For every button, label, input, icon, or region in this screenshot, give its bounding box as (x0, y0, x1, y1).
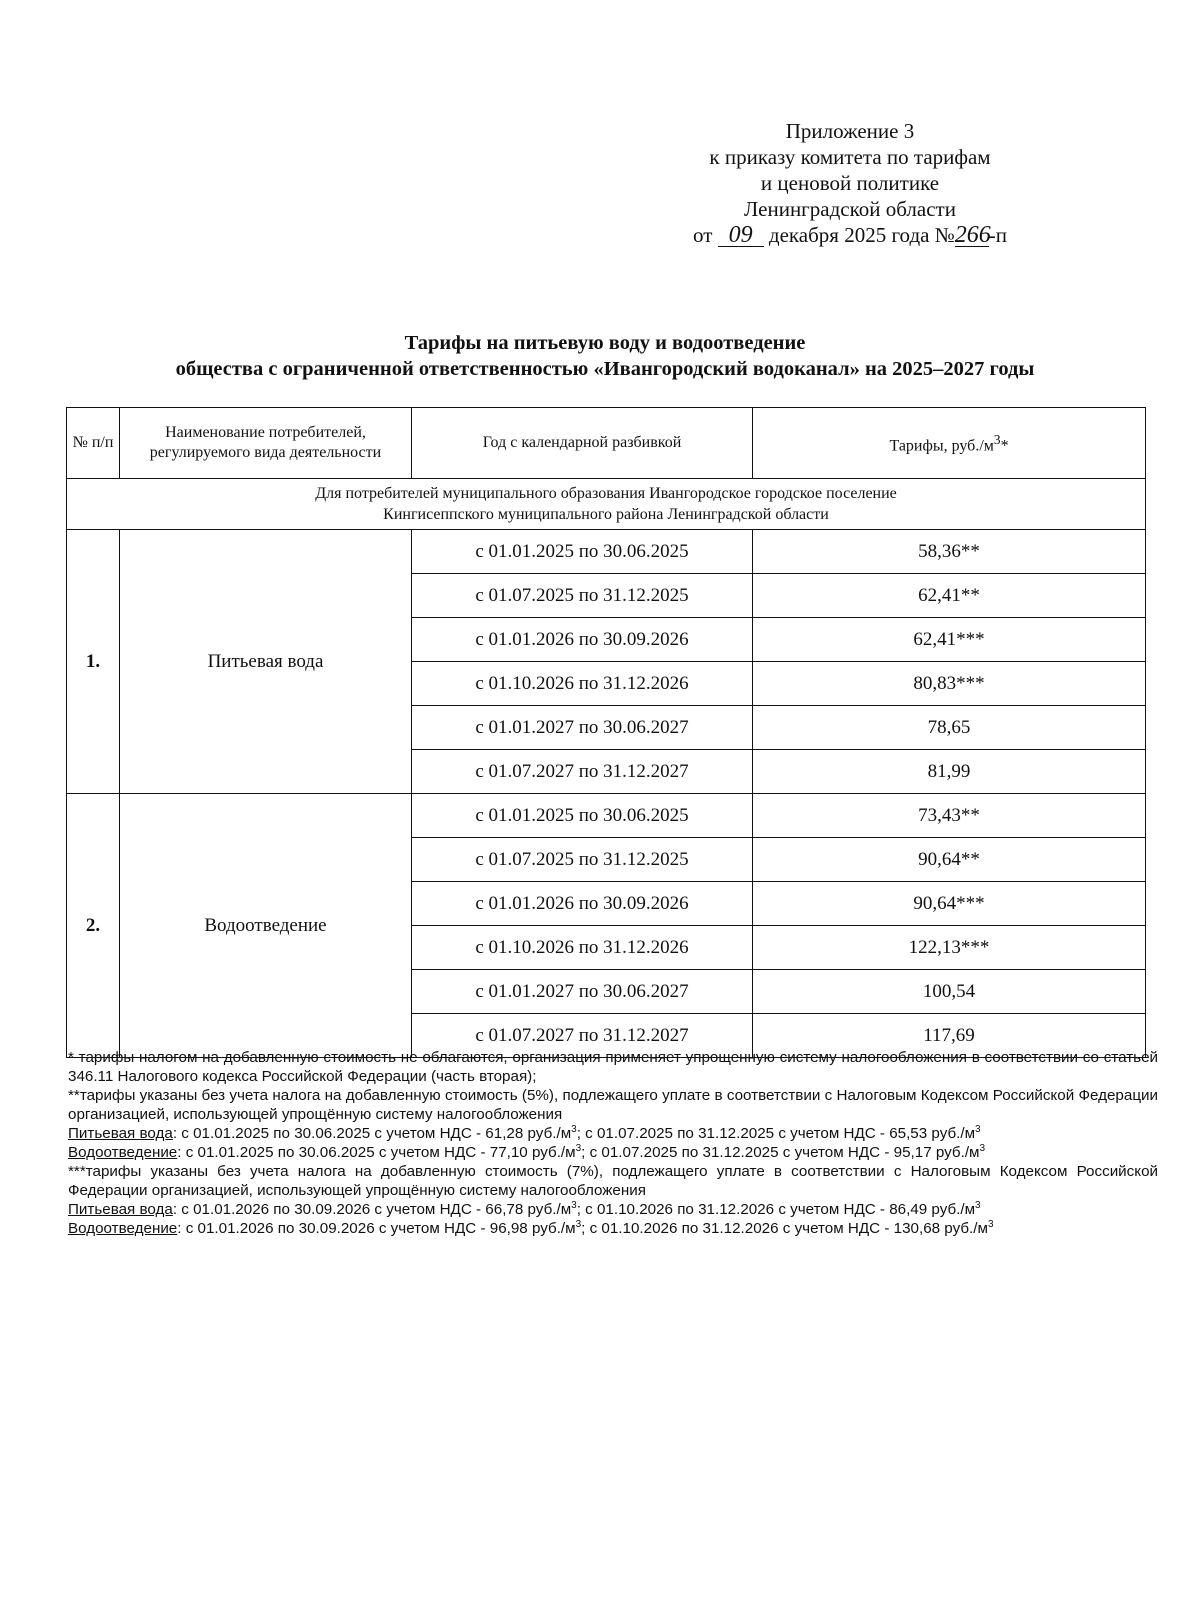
footnote-3-sewer-b: ; с 01.10.2026 по 31.12.2026 с учетом НДС - 130,68 руб./м (581, 1220, 988, 1237)
footnote-2-water-a: : с 01.01.2025 по 30.06.2025 с учетом НДС - 61,28 руб./м (172, 1125, 572, 1142)
period-cell: с 01.07.2027 по 31.12.2027 (412, 1014, 753, 1058)
appendix-line-1: Приложение 3 (785, 119, 915, 143)
sup-3: 3 (575, 1142, 582, 1154)
header-tariff-sup: 3 (993, 431, 1001, 447)
period-cell: с 01.10.2026 по 31.12.2026 (412, 926, 753, 970)
footnote-2-water (68, 1124, 1158, 1143)
period-cell: с 01.01.2025 по 30.06.2025 (412, 530, 753, 574)
tariff-cell: 73,43** (753, 794, 1146, 838)
footnote-2-sewer-label: Водоотведение (68, 1144, 178, 1161)
sup-3: 3 (987, 1218, 994, 1230)
section-number: 2. (67, 794, 120, 1058)
footnote-2-sewer-b: ; с 01.07.2025 по 31.12.2025 с учетом НДС - 95,17 руб./м (581, 1144, 980, 1161)
header-tariff-text: Тарифы, руб./м (889, 437, 994, 455)
table-header-row (67, 408, 1146, 479)
sup-3: 3 (975, 1123, 981, 1135)
header-name: Наименование потребителей, регулируемого вида деятельности (120, 408, 412, 479)
header-tariff (753, 408, 1146, 479)
tariff-cell: 117,69 (753, 1014, 1146, 1058)
period-cell: с 01.01.2027 по 30.06.2027 (412, 970, 753, 1014)
period-cell: с 01.07.2027 по 31.12.2027 (412, 750, 753, 794)
tariff-cell: 58,36** (753, 530, 1146, 574)
header-tariff-mark: * (1000, 437, 1009, 455)
footnote-3-water-label: Питьевая вода (68, 1201, 173, 1218)
tariff-cell: 62,41** (753, 574, 1146, 618)
document-title (60, 330, 1150, 382)
title-line-1: Тарифы на питьевую воду и водоотведение (404, 332, 806, 354)
period-cell: с 01.10.2026 по 31.12.2026 (412, 662, 753, 706)
footnotes (68, 1048, 1158, 1238)
period-cell: с 01.07.2025 по 31.12.2025 (412, 838, 753, 882)
appendix-header (640, 118, 1060, 248)
title-line-2: общества с ограниченной ответственностью «Ивангородский водоканал» на 2025–2027 годы (175, 358, 1035, 380)
group-row (67, 479, 1146, 530)
period-cell: с 01.01.2025 по 30.06.2025 (412, 794, 753, 838)
sup-3: 3 (571, 1123, 577, 1135)
footnote-2: **тарифы указаны без учета налога на добавленную стоимость (5%), подлежащего уплате в соответствии с Налоговым Кодексом Российской Федерации организацией, использующей упрощённую систему налогообложения (68, 1087, 1158, 1123)
tariff-cell: 80,83*** (753, 662, 1146, 706)
section-name: Водоотведение (120, 794, 412, 1058)
footnote-3-water (68, 1200, 1158, 1219)
footnote-3-water-a: : с 01.01.2026 по 30.09.2026 с учетом НДС - 66,78 руб./м (172, 1201, 572, 1218)
period-cell: с 01.01.2026 по 30.09.2026 (412, 618, 753, 662)
tariff-cell: 90,64** (753, 838, 1146, 882)
order-suffix: -п (988, 223, 1007, 247)
appendix-line-3: и ценовой политике (760, 171, 940, 195)
footnote-1: * тарифы налогом на добавленную стоимость не облагаются, организация применяет упрощенную систему налогообложения в соответствии со статьей 346.11 Налогового кодекса Российской Федерации (часть вторая); (68, 1049, 1158, 1085)
period-cell: с 01.07.2025 по 31.12.2025 (412, 574, 753, 618)
sup-3: 3 (979, 1142, 986, 1154)
footnote-3-sewer-a: : с 01.01.2026 по 30.09.2026 с учетом НДС - 96,98 руб./м (177, 1220, 576, 1237)
sup-3: 3 (571, 1199, 577, 1211)
appendix-line-4: Ленинградской области (744, 197, 956, 221)
footnote-3-water-b: ; с 01.10.2026 по 31.12.2026 с учетом НДС - 86,49 руб./м (576, 1201, 976, 1218)
tariff-cell: 122,13*** (753, 926, 1146, 970)
footnote-2-sewer (68, 1143, 1158, 1162)
table-row (67, 794, 1146, 838)
footnote-3-sewer-label: Водоотведение (68, 1220, 178, 1237)
tariff-cell: 90,64*** (753, 882, 1146, 926)
group-line-1: Для потребителей муниципального образования Ивангородское городское поселение (315, 485, 897, 502)
tariff-cell: 78,65 (753, 706, 1146, 750)
section-name: Питьевая вода (120, 530, 412, 794)
footnote-3: ***тарифы указаны без учета налога на добавленную стоимость (7%), подлежащего уплате в соответствии с Налоговым Кодексом Российской Федерации организацией, использующей упрощённую систему налогообложения (68, 1163, 1158, 1199)
tariff-table (66, 407, 1146, 1058)
appendix-date-line (640, 222, 1060, 248)
period-cell: с 01.01.2027 по 30.06.2027 (412, 706, 753, 750)
footnote-3-sewer (68, 1219, 1158, 1238)
group-line-2: Кингисеппского муниципального района Ленинградской области (383, 506, 829, 523)
period-cell: с 01.01.2026 по 30.09.2026 (412, 882, 753, 926)
section-number: 1. (67, 530, 120, 794)
footnote-2-sewer-a: : с 01.01.2025 по 30.06.2025 с учетом НДС - 77,10 руб./м (177, 1144, 576, 1161)
group-cell (67, 479, 1146, 530)
date-prefix: от (693, 223, 713, 247)
appendix-line-2: к приказу комитета по тарифам (709, 145, 991, 169)
handwritten-order-number: 266 (954, 222, 991, 248)
table-row (67, 530, 1146, 574)
handwritten-day: 09 (718, 224, 764, 247)
footnote-2-water-label: Питьевая вода (68, 1125, 173, 1142)
tariff-cell: 100,54 (753, 970, 1146, 1014)
sup-3: 3 (975, 1199, 981, 1211)
header-num: № п/п (67, 408, 120, 479)
tariff-cell: 62,41*** (753, 618, 1146, 662)
sup-3: 3 (575, 1218, 582, 1230)
date-rest: декабря 2025 года № (768, 223, 955, 247)
footnote-2-water-b: ; с 01.07.2025 по 31.12.2025 с учетом НДС - 65,53 руб./м (576, 1125, 976, 1142)
tariff-cell: 81,99 (753, 750, 1146, 794)
header-period: Год с календарной разбивкой (412, 408, 753, 479)
